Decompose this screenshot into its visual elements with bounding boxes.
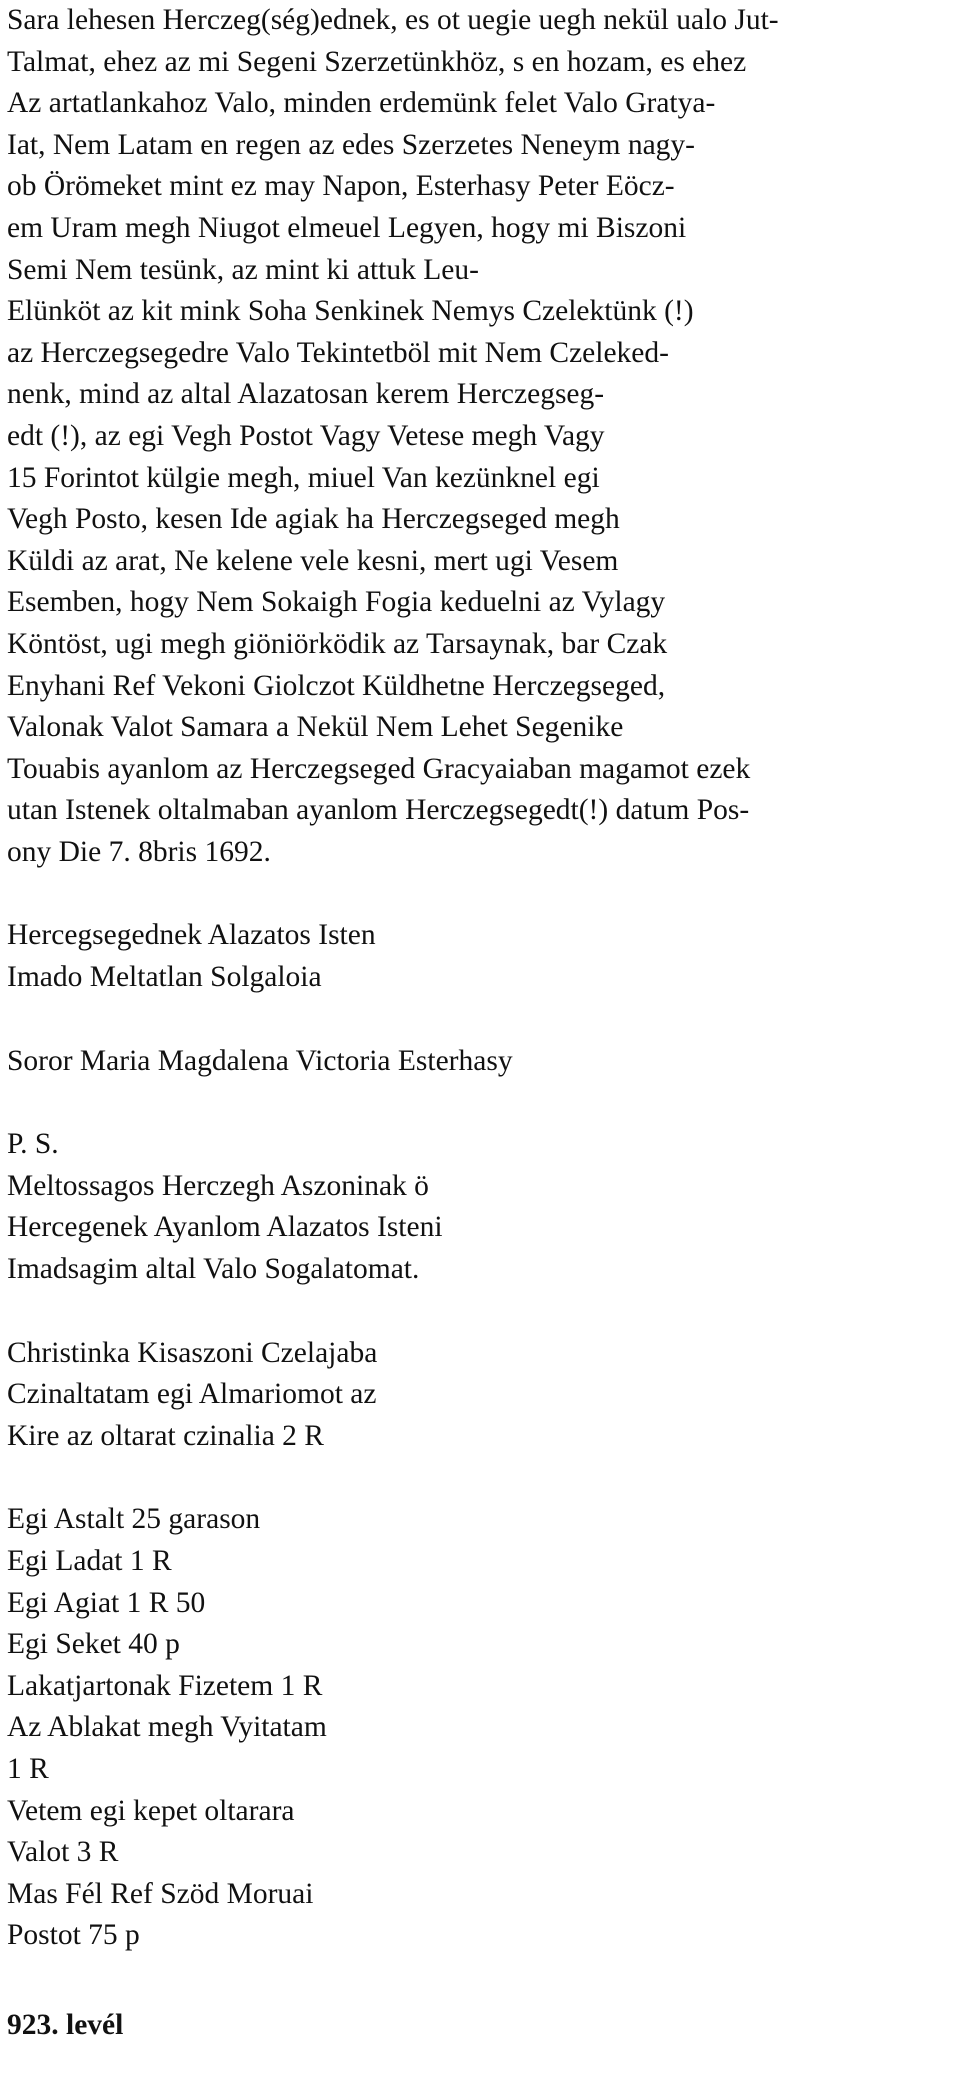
text-line: 15 Forintot külgie megh, miuel Van kezünknel egi bbox=[7, 461, 600, 494]
text-line: edt (!), az egi Vegh Postot Vagy Vetese megh Vagy bbox=[7, 419, 605, 452]
expense-item: Valot 3 R bbox=[7, 1836, 119, 1869]
expense-item: Postot 75 p bbox=[7, 1919, 140, 1952]
text-line: Köntöst, ugi megh giöniörködik az Tarsaynak, bar Czak bbox=[7, 627, 668, 660]
text-line: Esemben, hogy Nem Sokaigh Fogia keduelni az Vylagy bbox=[7, 586, 666, 619]
text-line: ony Die 7. 8bris 1692. bbox=[7, 835, 271, 868]
postscript-line: P. S. bbox=[7, 1128, 59, 1161]
note-line: Kire az oltarat czinalia 2 R bbox=[7, 1419, 324, 1452]
text-line: Elünköt az kit mink Soha Senkinek Nemys Czelektünk (!) bbox=[7, 295, 694, 328]
postscript bbox=[7, 1124, 952, 1290]
postscript-line: Meltossagos Herczegh Aszoninak ö bbox=[7, 1169, 429, 1202]
expense-item: Mas Fél Ref Szöd Moruai bbox=[7, 1877, 314, 1910]
text-line: Valonak Valot Samara a Nekül Nem Lehet Segenike bbox=[7, 711, 624, 744]
signature-line: Soror Maria Magdalena Victoria Esterhasy bbox=[7, 1044, 513, 1077]
expense-list bbox=[7, 1499, 952, 1957]
expense-item: Egi Astalt 25 garason bbox=[7, 1503, 261, 1536]
text-line: Sara lehesen Herczeg(ség)ednek, es ot uegie uegh nekül ualo Jut- bbox=[7, 4, 779, 36]
expense-item: Az Ablakat megh Vyitatam bbox=[7, 1711, 327, 1744]
closing-line: Imado Meltatlan Solgaloia bbox=[7, 961, 322, 994]
text-line: Küldi az arat, Ne kelene vele kesni, mert ugi Vesem bbox=[7, 544, 619, 577]
expense-item: Vetem egi kepet oltarara bbox=[7, 1794, 295, 1827]
postscript-line: Hercegenek Ayanlom Alazatos Isteni bbox=[7, 1211, 443, 1244]
letter-closing bbox=[7, 915, 952, 998]
text-line: Iat, Nem Latam en regen az edes Szerzetes Neneym nagy- bbox=[7, 128, 695, 161]
letter-page bbox=[7, 0, 952, 1957]
note-line: Christinka Kisaszoni Czelajaba bbox=[7, 1336, 378, 1369]
text-line: utan Istenek oltalmaban ayanlom Herczegsegedt(!) datum Pos- bbox=[7, 794, 750, 827]
text-line: ob Örömeket mint ez may Napon, Esterhasy Peter Eöcz- bbox=[7, 170, 675, 203]
text-line: em Uram megh Niugot elmeuel Legyen, hogy mi Biszoni bbox=[7, 211, 687, 244]
next-letter-heading: 923. levél bbox=[7, 2009, 124, 2041]
text-line: az Herczegsegedre Valo Tekintetböl mit Nem Czeleked- bbox=[7, 336, 669, 369]
closing-line: Hercegsegednek Alazatos Isten bbox=[7, 919, 376, 952]
text-line: Touabis ayanlom az Herczegseged Gracyaiaban magamot ezek bbox=[7, 752, 751, 785]
text-line: Enyhani Ref Vekoni Giolczot Küldhetne Herczegseged, bbox=[7, 669, 666, 702]
letter-body bbox=[7, 0, 952, 873]
postscript-line: Imadsagim altal Valo Sogalatomat. bbox=[7, 1253, 420, 1286]
letter-signature bbox=[7, 1041, 952, 1083]
text-line: Az artatlankahoz Valo, minden erdemünk felet Valo Gratya- bbox=[7, 87, 716, 120]
expense-item: 1 R bbox=[7, 1752, 49, 1785]
note-section bbox=[7, 1333, 952, 1458]
expense-item: Lakatjartonak Fizetem 1 R bbox=[7, 1669, 323, 1702]
expense-item: Egi Agiat 1 R 50 bbox=[7, 1586, 206, 1619]
note-line: Czinaltatam egi Almariomot az bbox=[7, 1378, 377, 1411]
text-line: Vegh Posto, kesen Ide agiak ha Herczegseged megh bbox=[7, 503, 620, 536]
text-line: Talmat, ehez az mi Segeni Szerzetünkhöz, s en hozam, es ehez bbox=[7, 45, 747, 78]
expense-item: Egi Ladat 1 R bbox=[7, 1545, 172, 1577]
expense-item: Egi Seket 40 p bbox=[7, 1628, 180, 1661]
text-line: nenk, mind az altal Alazatosan kerem Herczegseg- bbox=[7, 378, 605, 411]
text-line: Semi Nem tesünk, az mint ki attuk Leu- bbox=[7, 253, 479, 286]
